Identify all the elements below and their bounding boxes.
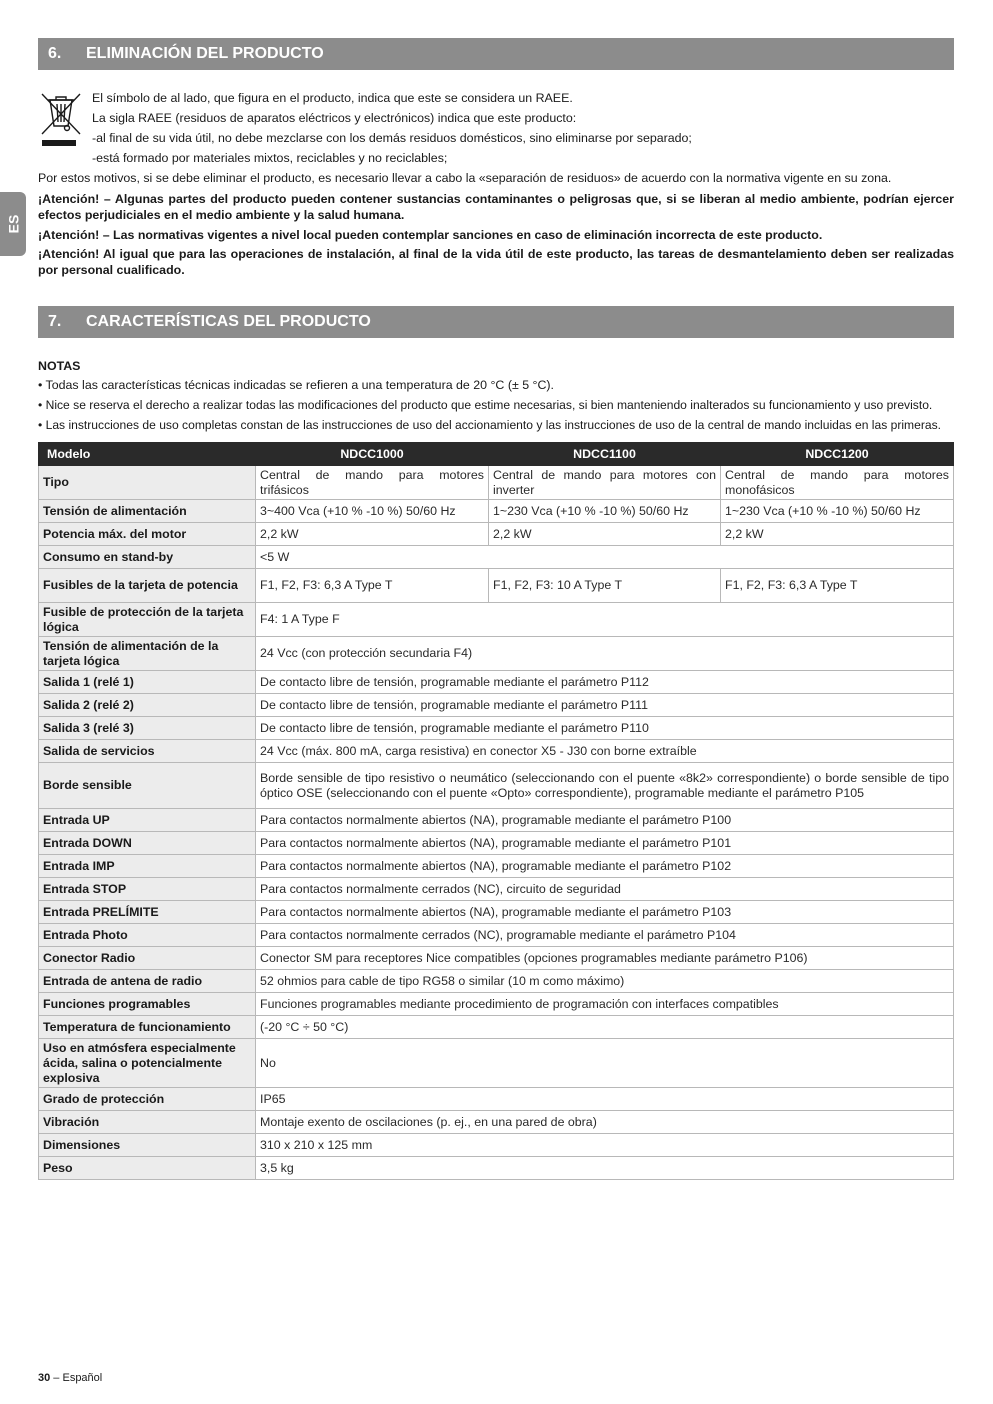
disposal-paragraph: Por estos motivos, si se debe eliminar el producto, es necesario llevar a cabo la «separación de residuos» de acuerdo con la normativa vigente en su zona. <box>38 171 892 185</box>
row-value: Central de mando para motores monofásicos <box>721 466 954 500</box>
weee-line-2: La sigla RAEE (residuos de aparatos eléctricos y electrónicos) indica que este producto: <box>92 111 577 125</box>
table-row <box>39 970 954 993</box>
warning-dismantling: ¡Atención! Al igual que para las operaciones de instalación, al final de la vida útil de este producto, las tareas de desmantelamiento deben ser realizadas por personal cualificado. <box>38 247 954 277</box>
section-6-title: ELIMINACIÓN DEL PRODUCTO <box>86 45 324 62</box>
row-value: 2,2 kW <box>721 523 954 546</box>
row-value: 2,2 kW <box>256 523 489 546</box>
weee-line-1: El símbolo de al lado, que figura en el producto, indica que este se considera un RAEE. <box>92 91 573 105</box>
section-6-header <box>38 38 954 70</box>
table-row <box>39 993 954 1016</box>
row-value: 52 ohmios para cable de tipo RG58 o similar (10 m como máximo) <box>256 970 954 993</box>
row-label: Conector Radio <box>39 947 256 970</box>
row-value: Para contactos normalmente abiertos (NA), programable mediante el parámetro P103 <box>256 901 954 924</box>
row-label: Temperatura de funcionamiento <box>39 1016 256 1039</box>
row-value: 3,5 kg <box>256 1157 954 1180</box>
row-value: Para contactos normalmente abiertos (NA), programable mediante el parámetro P100 <box>256 809 954 832</box>
row-value: 2,2 kW <box>489 523 721 546</box>
table-row <box>39 569 954 603</box>
row-label: Entrada PRELÍMITE <box>39 901 256 924</box>
row-label: Borde sensible <box>39 763 256 809</box>
footer-language: – Español <box>50 1372 103 1384</box>
row-label: Potencia máx. del motor <box>39 523 256 546</box>
row-value: 24 Vcc (con protección secundaria F4) <box>256 637 954 671</box>
row-value: (-20 °C ÷ 50 °C) <box>256 1016 954 1039</box>
row-label: Tensión de alimentación de la tarjeta lógica <box>39 637 256 671</box>
table-row <box>39 878 954 901</box>
table-row <box>39 1088 954 1111</box>
row-value: F1, F2, F3: 6,3 A Type T <box>721 569 954 603</box>
table-row <box>39 603 954 637</box>
warning-hazardous: ¡Atención! – Algunas partes del producto pueden contener sustancias contaminantes o peligrosas que, si se liberan al medio ambiente, podrían ejercer efectos perjudiciales en el medio ambiente y la salud humana. <box>38 192 954 222</box>
weee-crossed-bin-icon <box>38 90 82 146</box>
table-row <box>39 947 954 970</box>
row-value: Central de mando para motores trifásicos <box>256 466 489 500</box>
row-label: Salida de servicios <box>39 740 256 763</box>
table-row <box>39 763 954 809</box>
row-value: 310 x 210 x 125 mm <box>256 1134 954 1157</box>
table-row <box>39 1134 954 1157</box>
row-value: <5 W <box>256 546 954 569</box>
weee-line-3: -al final de su vida útil, no debe mezclarse con los demás residuos domésticos, sino eliminarse por separado; <box>92 131 692 145</box>
row-value: Para contactos normalmente cerrados (NC), programable mediante el parámetro P104 <box>256 924 954 947</box>
row-value: De contacto libre de tensión, programable mediante el parámetro P110 <box>256 717 954 740</box>
section-6-number: 6. <box>48 45 62 62</box>
table-row <box>39 523 954 546</box>
row-label: Entrada IMP <box>39 855 256 878</box>
page-number: 30 <box>38 1372 51 1384</box>
row-value: 3~400 Vca (+10 % -10 %) 50/60 Hz <box>256 500 489 523</box>
notes-title: NOTAS <box>38 359 81 373</box>
section-7-number: 7. <box>48 313 62 330</box>
row-value: 24 Vcc (máx. 800 mA, carga resistiva) en conector X5 - J30 con borne extraíble <box>256 740 954 763</box>
row-label: Tipo <box>39 466 256 500</box>
section-7-header <box>38 306 954 338</box>
table-row <box>39 924 954 947</box>
table-header-row <box>39 443 954 466</box>
row-value: Para contactos normalmente cerrados (NC), circuito de seguridad <box>256 878 954 901</box>
row-label: Uso en atmósfera especialmente ácida, salina o potencialmente explosiva <box>39 1039 256 1088</box>
note-2: • Nice se reserva el derecho a realizar todas las modificaciones del producto que estime necesarias, si bien manteniendo inalterados su funcionamiento y uso previsto. <box>38 398 933 412</box>
row-label: Grado de protección <box>39 1088 256 1111</box>
row-value: Conector SM para receptores Nice compatibles (opciones programables mediante parámetro P106) <box>256 947 954 970</box>
row-label: Entrada de antena de radio <box>39 970 256 993</box>
language-tab-label: ES <box>5 214 21 234</box>
row-value: Borde sensible de tipo resistivo o neumático (seleccionando con el puente «8k2» correspondiente) o borde sensible de tipo óptico OSE (seleccionando con el puente «Opto» correspondiente), programable mediante el parámetro P105 <box>256 763 954 809</box>
section-7-title: CARACTERÍSTICAS DEL PRODUCTO <box>86 313 371 330</box>
row-label: Entrada DOWN <box>39 832 256 855</box>
table-row <box>39 832 954 855</box>
header-ndcc1000: NDCC1000 <box>256 443 489 466</box>
row-value: Para contactos normalmente abiertos (NA), programable mediante el parámetro P101 <box>256 832 954 855</box>
table-row <box>39 500 954 523</box>
header-modelo: Modelo <box>39 443 256 466</box>
row-value: IP65 <box>256 1088 954 1111</box>
page-footer <box>38 1372 102 1384</box>
row-label: Vibración <box>39 1111 256 1134</box>
row-label: Dimensiones <box>39 1134 256 1157</box>
row-label: Fusibles de la tarjeta de potencia <box>39 569 256 603</box>
note-3: • Las instrucciones de uso completas constan de las instrucciones de uso del accionamiento y las instrucciones de uso de la central de mando incluidas en las primeras. <box>38 418 942 432</box>
language-tab <box>0 192 26 256</box>
row-label: Salida 3 (relé 3) <box>39 717 256 740</box>
table-row <box>39 1016 954 1039</box>
row-value: F1, F2, F3: 10 A Type T <box>489 569 721 603</box>
table-row <box>39 694 954 717</box>
row-label: Peso <box>39 1157 256 1180</box>
table-row <box>39 466 954 500</box>
header-ndcc1100: NDCC1100 <box>489 443 721 466</box>
row-value: No <box>256 1039 954 1088</box>
table-row <box>39 637 954 671</box>
row-label: Funciones programables <box>39 993 256 1016</box>
row-label: Salida 2 (relé 2) <box>39 694 256 717</box>
row-value: Montaje exento de oscilaciones (p. ej., en una pared de obra) <box>256 1111 954 1134</box>
row-value: Para contactos normalmente abiertos (NA), programable mediante el parámetro P102 <box>256 855 954 878</box>
row-label: Fusible de protección de la tarjeta lógica <box>39 603 256 637</box>
table-row <box>39 1157 954 1180</box>
header-ndcc1200: NDCC1200 <box>721 443 954 466</box>
row-value: 1~230 Vca (+10 % -10 %) 50/60 Hz <box>721 500 954 523</box>
warning-sanctions: ¡Atención! – Las normativas vigentes a nivel local pueden contemplar sanciones en caso de eliminación incorrecta de este producto. <box>38 228 823 242</box>
weee-line-4: -está formado por materiales mixtos, reciclables y no reciclables; <box>92 151 448 165</box>
table-row <box>39 855 954 878</box>
note-1: • Todas las características técnicas indicadas se refieren a una temperatura de 20 °C (± 5 °C). <box>38 378 555 392</box>
row-value: F1, F2, F3: 6,3 A Type T <box>256 569 489 603</box>
row-label: Entrada UP <box>39 809 256 832</box>
table-row <box>39 717 954 740</box>
row-value: 1~230 Vca (+10 % -10 %) 50/60 Hz <box>489 500 721 523</box>
table-row <box>39 1111 954 1134</box>
row-label: Consumo en stand-by <box>39 546 256 569</box>
table-row <box>39 809 954 832</box>
table-row <box>39 740 954 763</box>
table-row <box>39 901 954 924</box>
row-label: Tensión de alimentación <box>39 500 256 523</box>
row-label: Entrada Photo <box>39 924 256 947</box>
table-row <box>39 1039 954 1088</box>
row-value: De contacto libre de tensión, programable mediante el parámetro P111 <box>256 694 954 717</box>
row-value: Funciones programables mediante procedimiento de programación con interfaces compatibles <box>256 993 954 1016</box>
row-value: De contacto libre de tensión, programable mediante el parámetro P112 <box>256 671 954 694</box>
row-value: Central de mando para motores con inverter <box>489 466 721 500</box>
row-value: F4: 1 A Type F <box>256 603 954 637</box>
table-row <box>39 671 954 694</box>
specifications-table <box>38 442 954 1180</box>
row-label: Entrada STOP <box>39 878 256 901</box>
row-label: Salida 1 (relé 1) <box>39 671 256 694</box>
table-row <box>39 546 954 569</box>
